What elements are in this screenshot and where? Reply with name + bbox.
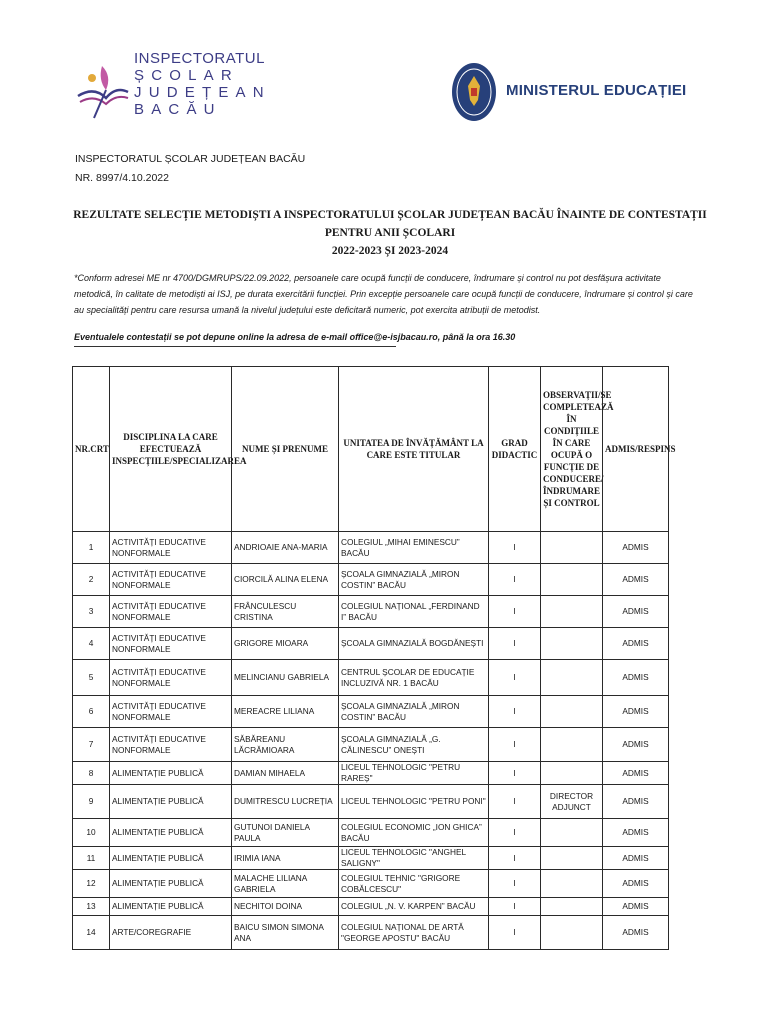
cell-nr: 6 <box>73 696 110 728</box>
government-emblem-icon <box>450 60 498 124</box>
cell-name: ANDRIOAIE ANA-MARIA <box>232 532 339 564</box>
table-row <box>73 819 669 847</box>
cell-nr: 10 <box>73 819 110 847</box>
cell-unit: ȘCOALA GIMNAZIALĂ BOGDĂNEȘTI <box>339 628 489 660</box>
cell-name: DUMITRESCU LUCREȚIA <box>232 785 339 819</box>
cell-grade: I <box>489 660 541 696</box>
cell-result: ADMIS <box>603 916 669 950</box>
note-paragraph: *Conform adresei ME nr 4700/DGMRUPS/22.09.2022, persoanele care ocupă funcții de conducere, îndrumare și control nu pot desfășura activitate metodică, în calitate de metodiști ai ISJ, pe durata exercitării funcției. Prin excepție persoanele care ocupă funcții de conducere, îndrumare și control și care au specialități pentru care resursa umană la nivelul județului este deficitară numeric, pot exercita atribuții de metodist. <box>74 273 693 315</box>
cell-discipline: ALIMENTAȚIE PUBLICĂ <box>110 898 232 916</box>
cell-nr: 13 <box>73 898 110 916</box>
cell-discipline: ALIMENTAȚIE PUBLICĂ <box>110 870 232 898</box>
cell-name: CIORCILĂ ALINA ELENA <box>232 564 339 596</box>
header-observations: OBSERVAȚII/SE COMPLETEAZĂ ÎN CONDIȚIILE ÎN CARE OCUPĂ O FUNCȚIE DE CONDUCERE/ÎNDRUMARE ȘI CONTROL <box>541 367 603 532</box>
cell-grade: I <box>489 696 541 728</box>
cell-grade: I <box>489 870 541 898</box>
cell-observations <box>541 628 603 660</box>
cell-discipline: ACTIVITĂȚI EDUCATIVE NONFORMALE <box>110 628 232 660</box>
header-name: NUME ȘI PRENUME <box>232 367 339 532</box>
table-row <box>73 564 669 596</box>
cell-discipline: ACTIVITĂȚI EDUCATIVE NONFORMALE <box>110 564 232 596</box>
cell-discipline: ARTE/COREGRAFIE <box>110 916 232 950</box>
cell-grade: I <box>489 532 541 564</box>
cell-nr: 7 <box>73 728 110 762</box>
isj-logo-text <box>134 50 271 118</box>
header-grade: GRAD DIDACTIC <box>489 367 541 532</box>
ministry-logo <box>450 60 710 130</box>
cell-discipline: ALIMENTAȚIE PUBLICĂ <box>110 847 232 870</box>
ministry-name: MINISTERUL EDUCAȚIEI <box>506 82 687 99</box>
cell-nr: 12 <box>73 870 110 898</box>
isj-logo-line4: BACĂU <box>134 101 222 118</box>
cell-unit: COLEGIUL NAȚIONAL „FERDINAND I” BACĂU <box>339 596 489 628</box>
cell-grade: I <box>489 628 541 660</box>
table-row <box>73 916 669 950</box>
table-row <box>73 728 669 762</box>
cell-unit: COLEGIUL „MIHAI EMINESCU” BACĂU <box>339 532 489 564</box>
cell-result: ADMIS <box>603 628 669 660</box>
cell-unit: COLEGIUL „N. V. KARPEN” BACĂU <box>339 898 489 916</box>
cell-unit: ȘCOALA GIMNAZIALĂ „MIRON COSTIN” BACĂU <box>339 564 489 596</box>
document-reference <box>75 150 305 188</box>
contest-note: Eventualele contestații se pot depune online la adresa de e-mail office@e-isjbacau.ro, până la ora 16.30 <box>74 332 516 342</box>
cell-discipline: ALIMENTAȚIE PUBLICĂ <box>110 819 232 847</box>
cell-nr: 2 <box>73 564 110 596</box>
cell-result: ADMIS <box>603 870 669 898</box>
table-row <box>73 898 669 916</box>
cell-observations <box>541 762 603 785</box>
cell-grade: I <box>489 596 541 628</box>
cell-observations <box>541 870 603 898</box>
cell-discipline: ALIMENTAȚIE PUBLICĂ <box>110 762 232 785</box>
table-row <box>73 660 669 696</box>
underline <box>74 346 396 347</box>
cell-observations <box>541 660 603 696</box>
cell-name: NECHITOI DOINA <box>232 898 339 916</box>
reference-institution: INSPECTORATUL ȘCOLAR JUDEȚEAN BACĂU <box>75 153 306 165</box>
cell-observations: DIRECTOR ADJUNCT <box>541 785 603 819</box>
cell-nr: 9 <box>73 785 110 819</box>
cell-observations <box>541 564 603 596</box>
cell-name: MALACHE LILIANA GABRIELA <box>232 870 339 898</box>
cell-result: ADMIS <box>603 564 669 596</box>
cell-unit: LICEUL TEHNOLOGIC "PETRU PONI" <box>339 785 489 819</box>
cell-result: ADMIS <box>603 532 669 564</box>
cell-grade: I <box>489 728 541 762</box>
header-nr: NR.CRT <box>73 367 110 532</box>
cell-result: ADMIS <box>603 660 669 696</box>
cell-result: ADMIS <box>603 596 669 628</box>
cell-observations <box>541 696 603 728</box>
header-discipline: DISCIPLINA LA CARE EFECTUEAZĂ INSPECȚIILE/SPECIALIZAREA <box>110 367 232 532</box>
cell-observations <box>541 916 603 950</box>
results-table <box>72 366 676 950</box>
cell-discipline: ACTIVITĂȚI EDUCATIVE NONFORMALE <box>110 728 232 762</box>
cell-result: ADMIS <box>603 728 669 762</box>
quill-book-icon <box>72 56 130 122</box>
table-row <box>73 870 669 898</box>
cell-name: GUTUNOI DANIELA PAULA <box>232 819 339 847</box>
cell-unit: COLEGIUL NAȚIONAL DE ARTĂ "GEORGE APOSTU" BACĂU <box>339 916 489 950</box>
table-row <box>73 785 669 819</box>
cell-grade: I <box>489 847 541 870</box>
cell-discipline: ACTIVITĂȚI EDUCATIVE NONFORMALE <box>110 532 232 564</box>
cell-unit: LICEUL TEHNOLOGIC "ANGHEL SALIGNY" <box>339 847 489 870</box>
cell-nr: 8 <box>73 762 110 785</box>
document-title <box>70 206 710 260</box>
cell-discipline: ACTIVITĂȚI EDUCATIVE NONFORMALE <box>110 696 232 728</box>
cell-unit: COLEGIUL TEHNIC "GRIGORE COBĂLCESCU" <box>339 870 489 898</box>
table-row <box>73 532 669 564</box>
cell-observations <box>541 532 603 564</box>
isj-logo-line1: INSPECTORATUL <box>134 50 265 67</box>
cell-nr: 1 <box>73 532 110 564</box>
cell-unit: ȘCOALA GIMNAZIALĂ „G. CĂLINESCU” ONEȘTI <box>339 728 489 762</box>
table-row <box>73 628 669 660</box>
cell-grade: I <box>489 762 541 785</box>
table-row <box>73 696 669 728</box>
cell-name: FRÂNCULESCU CRISTINA <box>232 596 339 628</box>
cell-result: ADMIS <box>603 898 669 916</box>
cell-result: ADMIS <box>603 696 669 728</box>
cell-nr: 5 <box>73 660 110 696</box>
cell-grade: I <box>489 916 541 950</box>
table-row <box>73 596 669 628</box>
cell-name: MELINCIANU GABRIELA <box>232 660 339 696</box>
cell-unit: ȘCOALA GIMNAZIALĂ „MIRON COSTIN” BACĂU <box>339 696 489 728</box>
cell-discipline: ACTIVITĂȚI EDUCATIVE NONFORMALE <box>110 596 232 628</box>
header-result: ADMIS/RESPINS <box>603 367 669 532</box>
isj-logo <box>72 50 271 130</box>
title-line2: 2022-2023 ȘI 2023-2024 <box>331 245 449 257</box>
cell-grade: I <box>489 819 541 847</box>
cell-nr: 3 <box>73 596 110 628</box>
cell-unit: LICEUL TEHNOLOGIC "PETRU RAREȘ" <box>339 762 489 785</box>
cell-name: MEREACRE LILIANA <box>232 696 339 728</box>
cell-name: IRIMIA IANA <box>232 847 339 870</box>
cell-result: ADMIS <box>603 785 669 819</box>
title-line1: REZULTATE SELECȚIE METODIȘTI A INSPECTORATULUI ȘCOLAR JUDEȚEAN BACĂU ÎNAINTE DE CONTESTAȚII PENTRU ANII ȘCOLARI <box>73 209 707 239</box>
header-unit: UNITATEA DE ÎNVĂȚĂMÂNT LA CARE ESTE TITULAR <box>339 367 489 532</box>
cell-observations <box>541 847 603 870</box>
cell-result: ADMIS <box>603 847 669 870</box>
cell-name: BAICU SIMON SIMONA ANA <box>232 916 339 950</box>
cell-grade: I <box>489 564 541 596</box>
cell-observations <box>541 819 603 847</box>
cell-grade: I <box>489 785 541 819</box>
reference-number: NR. 8997/4.10.2022 <box>75 172 169 184</box>
cell-result: ADMIS <box>603 762 669 785</box>
cell-observations <box>541 898 603 916</box>
cell-unit: COLEGIUL ECONOMIC „ION GHICA” BACĂU <box>339 819 489 847</box>
cell-discipline: ACTIVITĂȚI EDUCATIVE NONFORMALE <box>110 660 232 696</box>
cell-nr: 11 <box>73 847 110 870</box>
cell-name: GRIGORE MIOARA <box>232 628 339 660</box>
table-row <box>73 762 669 785</box>
cell-nr: 4 <box>73 628 110 660</box>
cell-name: SĂBĂREANU LĂCRĂMIOARA <box>232 728 339 762</box>
table-row <box>73 847 669 870</box>
cell-nr: 14 <box>73 916 110 950</box>
cell-result: ADMIS <box>603 819 669 847</box>
cell-name: DAMIAN MIHAELA <box>232 762 339 785</box>
isj-logo-line2: ȘCOLAR <box>134 67 239 84</box>
cell-grade: I <box>489 898 541 916</box>
cell-observations <box>541 596 603 628</box>
cell-discipline: ALIMENTAȚIE PUBLICĂ <box>110 785 232 819</box>
cell-unit: CENTRUL ȘCOLAR DE EDUCAȚIE INCLUZIVĂ NR. 1 BACĂU <box>339 660 489 696</box>
table-header-row <box>73 367 669 532</box>
cell-observations <box>541 728 603 762</box>
isj-logo-line3: JUDEȚEAN <box>134 84 271 101</box>
